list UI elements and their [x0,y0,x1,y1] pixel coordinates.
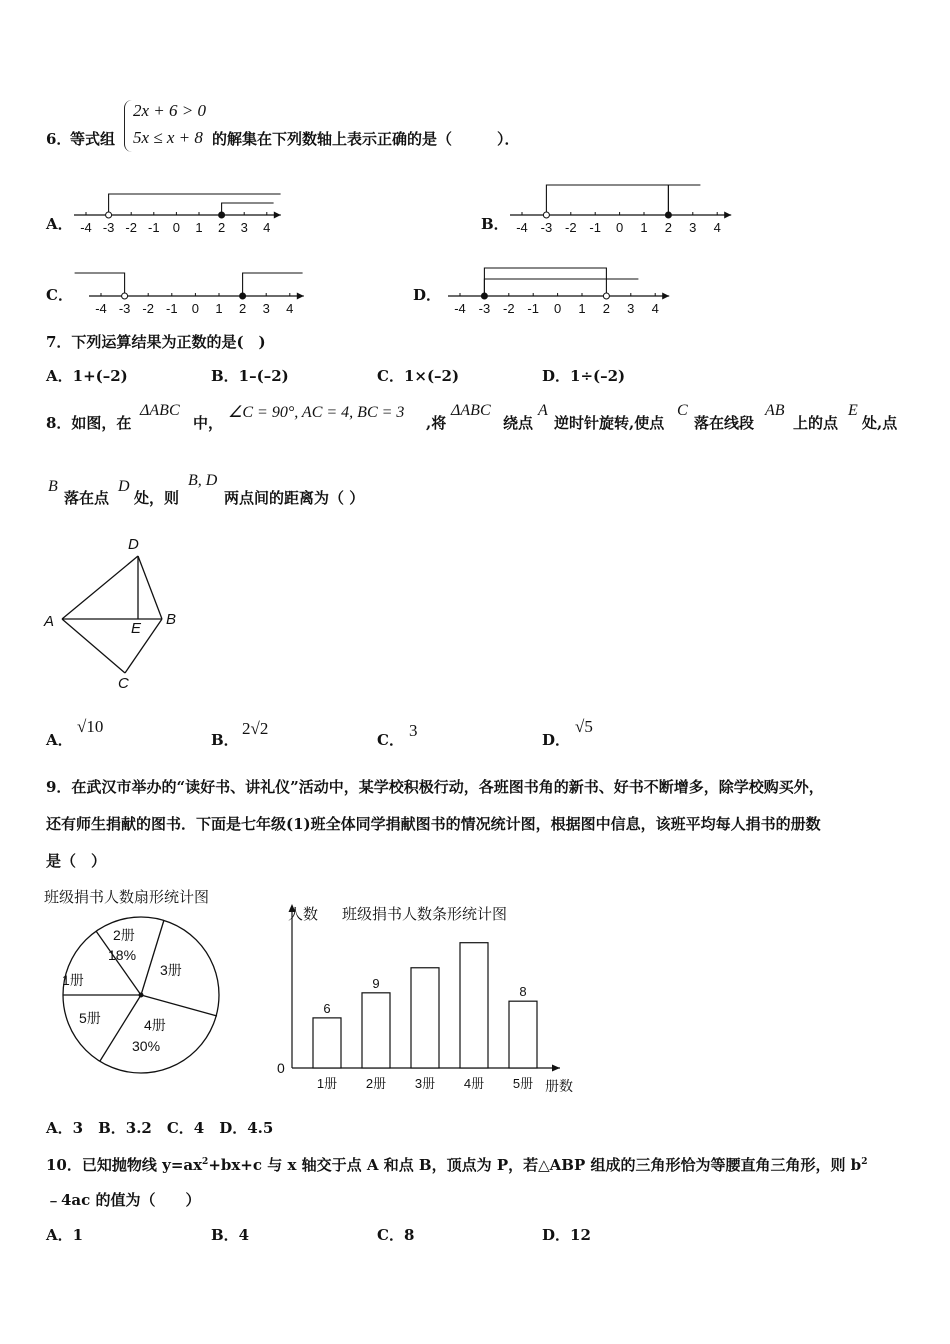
tick-label: -3 [540,220,553,235]
pie-label-4: 4册 [144,1017,166,1033]
q8-triangle-1: ΔABC [140,402,180,419]
q8-rao-dian: 绕点 [503,414,534,432]
q7-option-a: A．1+(–2) [46,367,128,385]
bar-chart-ylabel: 人数 [288,906,319,923]
q8-option-c-value: 3 [409,721,418,740]
open-dot [122,293,128,299]
q8-option-d-label: D． [542,731,571,749]
q8-tail: 两点间的距离为（ ） [224,489,365,507]
tick-label: 0 [191,301,200,316]
bar-category-1: 1册 [316,1076,338,1091]
tick-label: -1 [527,301,539,316]
q6-stem-before: 等式组 [70,130,116,148]
tick-label: 2 [664,220,673,235]
number-line-b [510,185,731,235]
axis-arrow [297,293,304,300]
number-line-a [74,194,281,235]
q6-option-a-label: A． [46,215,73,233]
bar-3 [411,968,439,1068]
closed-dot [240,293,246,299]
q8-point-a: A [538,402,548,419]
q8-jiang: ,将 [426,414,447,432]
q9-line-2: 还有师生捐献的图书．下面是七年级(1)班全体同学捐献图书的情况统计图，根据图中信息，该班平均每人捐书的册数 [46,815,821,833]
solution-ray [484,279,638,296]
bar-chart-zero: 0 [277,1060,285,1076]
x-axis-arrow [552,1065,560,1072]
tick-label: -2 [142,301,154,316]
pie-divider-3 [141,920,164,995]
q8-option-c-label: C． [377,731,404,749]
tick-label: 4 [286,301,294,316]
fig-label-e: E [131,620,142,637]
q7-option-d: D．1÷(–2) [542,367,626,385]
q9-line-3: 是（ ） [46,852,107,870]
tick-label: -4 [516,220,528,235]
tick-label: -1 [166,301,178,316]
tick-label: -4 [80,220,92,235]
fig-label-b: B [166,611,177,628]
q10-line-2: ﹣4ac 的值为（ ） [46,1191,201,1209]
q10-sup-1: 2 [202,1157,209,1167]
pie-label-1: 1册 [62,972,84,988]
pie-label-2: 2册 [113,927,135,943]
bar-category-3: 3册 [414,1076,436,1091]
q9-line-1: 9．在武汉市举办的“读好书、讲礼仪”活动中，某学校积极行动，各班图书角的新书、好书不断增多，除学校购买外， [46,778,824,796]
q10-option-a: A．1 [46,1226,84,1244]
tick-label: 4 [263,220,271,235]
tick-label: 1 [640,220,648,235]
bar-1 [313,1018,341,1068]
solution-ray [243,273,303,296]
bar-5 [509,1001,537,1068]
pie-chart [56,910,226,1080]
closed-dot [481,293,487,299]
pie-label-4-pct: 30% [132,1038,161,1054]
q8-chu-ze: 处，则 [134,489,180,507]
pie-label-5: 5册 [79,1010,101,1026]
q8-ni: 逆时针旋转,使点 [554,414,665,432]
tick-label: 3 [240,220,248,235]
q8-luo-zai: 落在线段 [694,414,755,432]
q10-option-c: C．8 [377,1226,415,1244]
bar-4 [460,943,488,1068]
tick-label: -4 [454,301,466,316]
open-dot [603,293,609,299]
tick-label: -1 [589,220,601,235]
q8-point-c: C [677,402,688,419]
open-dot [543,212,549,218]
tick-label: 3 [262,301,270,316]
open-dot [106,212,112,218]
q10-sup-2: 2 [861,1157,868,1167]
q6-option-d-label: D． [413,286,442,304]
q6-eq1: 2x + 6 > 0 [133,101,206,120]
tick-label: 1 [215,301,223,316]
q8-chu-dian: 处,点 [862,414,898,432]
fig-edge-ac [62,619,125,673]
pie-label-3: 3册 [160,962,182,978]
bar-chart [270,898,590,1098]
bar-value-2: 9 [372,975,380,991]
number-line-d [448,268,669,316]
fig-label-c: C [118,675,129,692]
q8-point-d: D [118,478,130,495]
solution-ray [668,185,700,215]
bar-2 [362,993,390,1068]
closed-dot [665,212,671,218]
q8-triangle-2: ΔABC [451,402,491,419]
q8-condition: ∠C = 90°, AC = 4, BC = 3 [228,404,405,421]
fig-label-a: A [44,613,55,630]
tick-label: -2 [503,301,515,316]
tick-label: -4 [95,301,107,316]
solution-segment [484,268,606,296]
q10-line-1 [46,1154,867,1175]
q6-number: 6． [46,130,72,148]
pie-label-2-pct: 18% [108,947,137,963]
pie-chart-title: 班级捐书人数扇形统计图 [44,888,210,906]
q6-stem-after: 的解集在下列数轴上表示正确的是（ ）． [212,130,520,148]
q8-points-bd: B, D [188,472,218,489]
q8-shang-dian: 上的点 [793,414,839,432]
q8-prefix: 8．如图，在 [46,414,132,432]
bar-category-5: 5册 [512,1076,534,1091]
tick-label: 2 [217,220,226,235]
q9-answers: A．3 B．3.2 C．4 D．4.5 [46,1119,274,1137]
solution-ray [109,194,281,215]
q10-text-a: 10．已知抛物线 y=ax [46,1156,203,1174]
tick-label: 2 [238,301,247,316]
tick-label: 4 [713,220,721,235]
tick-label: 1 [578,301,586,316]
tick-label: 3 [689,220,697,235]
number-line-c [75,273,304,316]
bar-value-1: 6 [323,1000,331,1016]
q6-option-c-label: C． [46,286,73,304]
q8-point-e: E [848,402,858,419]
bar-chart-xlabel: 册数 [545,1078,573,1094]
tick-label: 2 [602,301,611,316]
tick-label: 0 [172,220,181,235]
bar-value-5: 8 [519,984,527,1000]
q8-segment-ab: AB [765,402,785,419]
q8-option-b-label: B． [211,731,239,749]
closed-dot [219,212,225,218]
fig-edge-db [138,556,162,619]
axis-arrow [274,212,281,219]
q8-luo-zai-dian: 落在点 [64,489,110,507]
q10-text-b: +bx+c 与 x 轴交于点 A 和点 B，顶点为 P，若△ABP 组成的三角形恰为等腰直角三角形，则 b [208,1156,862,1174]
tick-label: -2 [125,220,137,235]
pie-center [139,993,144,998]
fig-edge-ad [62,556,138,619]
q8-option-b-value: 2√2 [242,719,269,738]
q7-option-c: C．1×(–2) [377,367,460,385]
bar-chart-title: 班级捐书人数条形统计图 [342,906,508,923]
q6-option-b-label: B． [481,215,509,233]
axis-arrow [724,212,731,219]
tick-label: 3 [627,301,635,316]
fig-label-d: D [128,536,139,553]
tick-label: 4 [651,301,659,316]
axis-arrow [662,293,669,300]
tick-label: -3 [118,301,131,316]
q8-figure [40,530,190,695]
bar-category-2: 2册 [365,1076,387,1091]
solution-ray [222,203,274,215]
tick-label: 1 [195,220,203,235]
q10-option-b: B．4 [211,1226,250,1244]
bar-category-4: 4册 [463,1076,485,1091]
tick-label: 0 [615,220,624,235]
solution-segment [546,185,668,215]
q8-point-b: B [48,478,58,495]
q8-zhong: 中， [193,414,224,432]
tick-label: 0 [553,301,562,316]
q8-option-a-value: √10 [77,717,104,736]
q6-eq2: 5x ≤ x + 8 [133,128,203,147]
q8-option-d-value: √5 [575,717,593,736]
tick-label: -2 [565,220,577,235]
q8-option-a-label: A． [46,731,73,749]
tick-label: -1 [148,220,160,235]
tick-label: -3 [102,220,115,235]
pie-divider-4 [141,995,217,1016]
q7-option-b: B．1–(–2) [211,367,289,385]
tick-label: -3 [478,301,491,316]
q6-number-lines [0,0,950,330]
solution-ray [75,273,125,296]
q7-stem: 7．下列运算结果为正数的是( ) [46,333,266,351]
q10-option-d: D．12 [542,1226,591,1244]
